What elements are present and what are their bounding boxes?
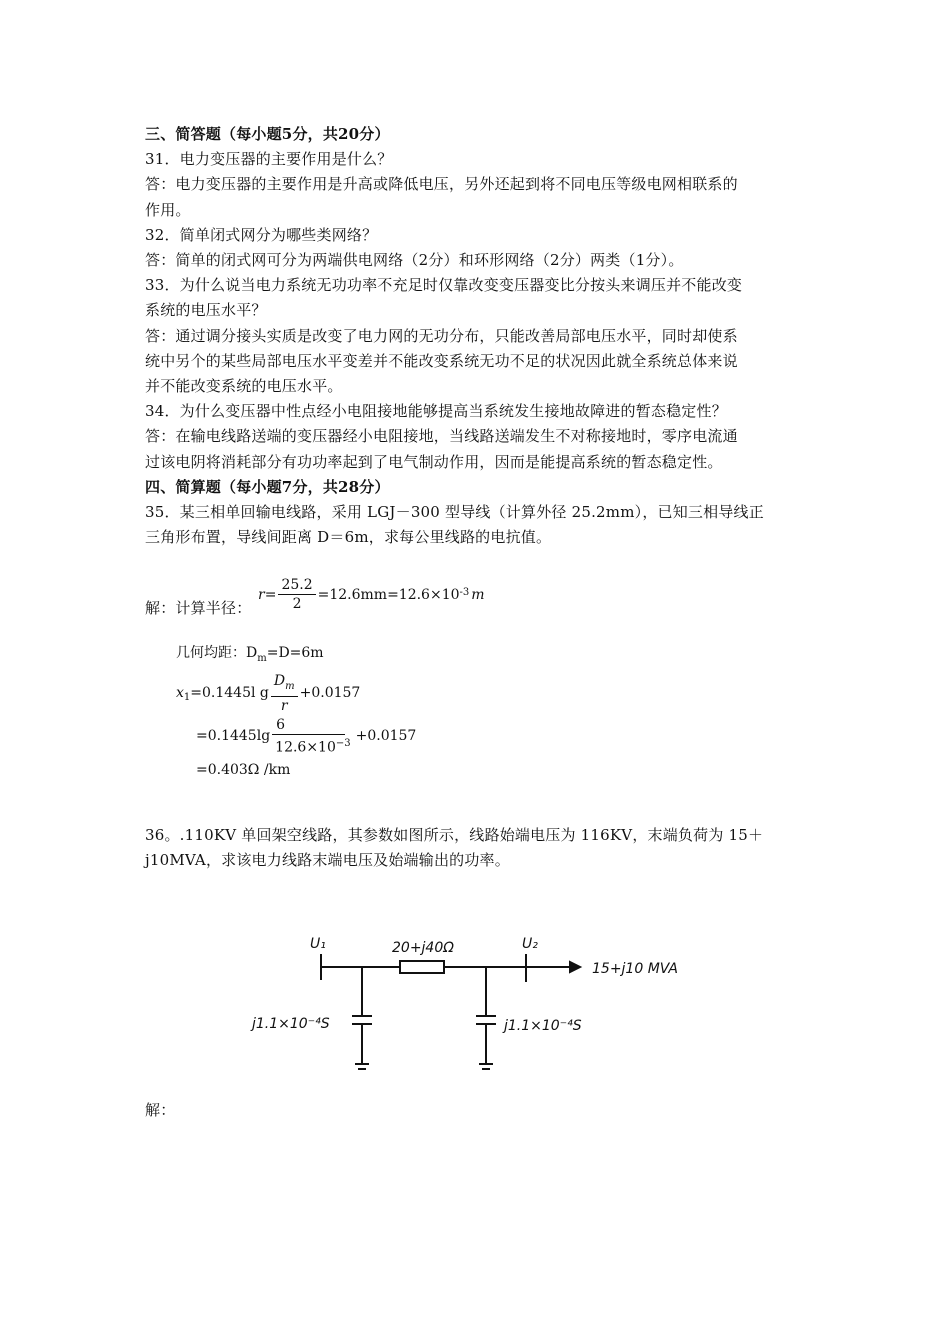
section4-heading: 四、简算题（每小题7分，共28分）	[145, 477, 390, 496]
line2-plus: +0.0157	[355, 728, 417, 745]
line2-den-exp: −3	[335, 738, 351, 749]
x1-fraction	[271, 672, 298, 715]
load-label: 15+j10 MVA	[592, 961, 678, 977]
radius-fraction	[278, 576, 315, 613]
question-33-line2: 系统的电压水平？	[145, 301, 267, 320]
document-page	[145, 122, 813, 550]
radius-formula	[258, 576, 485, 613]
u1-label: U₁	[310, 936, 326, 952]
question-35-line1: 35．某三相单回输电线路，采用 LGJ－300 型导线（计算外径 25.2mm），已知三相导线正	[145, 503, 764, 522]
question-36-line1: 36。.110KV 单回架空线路，其参数如图所示，线路始端电压为 116KV，末端负荷为 15＋	[145, 826, 764, 844]
answer-32: 答：简单的闭式网可分为两端供电网络（2分）和环形网络（2分）两类（1分）。	[145, 251, 684, 270]
left-shunt-label: j1.1×10⁻⁴S	[252, 1016, 330, 1032]
question-32: 32．简单闭式网分为哪些类网络？	[145, 225, 378, 244]
radius-exponent: -3	[459, 587, 470, 598]
radius-denominator: 2	[292, 596, 302, 612]
x1-var: x	[176, 685, 184, 702]
answer-33-line3: 并不能改变系统的电压水平。	[145, 377, 343, 396]
question-34: 34．为什么变压器中性点经小电阻接地能够提高当系统发生接地故障进的暂态稳定性？	[145, 402, 727, 421]
reactance-formula-line1	[176, 672, 360, 715]
load-arrowhead	[570, 962, 580, 972]
geometric-mean-distance	[176, 642, 324, 664]
answer-31-line1: 答：电力变压器的主要作用是升高或降低电压，另外还起到将不同电压等级电网相联系的	[145, 175, 738, 194]
reactance-result: =0.403Ω /km	[196, 762, 291, 778]
reactance-formula-line2	[196, 716, 416, 757]
impedance-resistor	[400, 961, 444, 973]
right-shunt-label: j1.1×10⁻⁴S	[504, 1018, 582, 1034]
question-33-line1: 33．为什么说当电力系统无功功率不充足时仅靠改变变压器变比分按头来调压并不能改变	[145, 276, 743, 295]
answer-33-line2: 统中另个的某些局部电压水平变差并不能改变系统无功不足的状况因此就全系统总体来说	[145, 351, 738, 370]
x1-numerator-var: D	[273, 673, 286, 689]
x1-sub: 1	[183, 691, 191, 703]
solution-35-label: 解：计算半径：	[145, 599, 252, 617]
question-31: 31．电力变压器的主要作用是什么？	[145, 150, 393, 169]
u2-label: U₂	[522, 936, 538, 952]
line2-den-text: 12.6×10	[275, 739, 336, 756]
dm-rest: =D=6m	[266, 645, 324, 661]
answer-34-line2: 过该电阴将消耗部分有功功率起到了电气制动作用，因而是能提高系统的暂态稳定性。	[145, 452, 723, 471]
line2-numerator: 6	[272, 716, 345, 735]
answer-34-line1: 答：在输电线路送端的变压器经小电阻接地，当线路送端发生不对称接地时，零序电流通	[145, 427, 738, 446]
x1-plus: +0.0157	[299, 685, 361, 702]
radius-var: r	[258, 586, 265, 603]
solution-36-label: 解：	[145, 1101, 176, 1119]
x1-eq: =0.1445l g	[190, 685, 269, 702]
line2-fraction	[272, 716, 353, 757]
line2-denominator	[272, 735, 353, 757]
radius-unit: m	[471, 586, 485, 603]
answer-31-line2: 作用。	[145, 200, 191, 219]
x1-numerator	[271, 672, 298, 697]
question-36-line2: j10MVA，求该电力线路末端电压及始端输出的功率。	[145, 851, 510, 869]
radius-eq: =	[264, 586, 277, 603]
answer-33-line1: 答：通过调分接头实质是改变了电力网的无功分布，只能改善局部电压水平，同时却使系	[145, 326, 738, 345]
radius-numerator: 25.2	[278, 576, 315, 595]
dm-text: 几何均距：D	[176, 645, 258, 661]
line2-pre: =0.1445lg	[196, 728, 271, 745]
circuit-diagram	[240, 920, 720, 1090]
dm-sub: m	[257, 652, 267, 664]
x1-numerator-sub: m	[285, 680, 295, 692]
section3-heading: 三、简答题（每小题5分，共20分）	[145, 125, 390, 143]
question-35-line2: 三角形布置，导线间距离 D＝6m，求每公里线路的电抗值。	[145, 528, 552, 547]
x1-denominator: r	[280, 697, 288, 714]
impedance-label: 20+j40Ω	[392, 940, 454, 956]
radius-result: =12.6mm=12.6×10	[317, 586, 460, 603]
